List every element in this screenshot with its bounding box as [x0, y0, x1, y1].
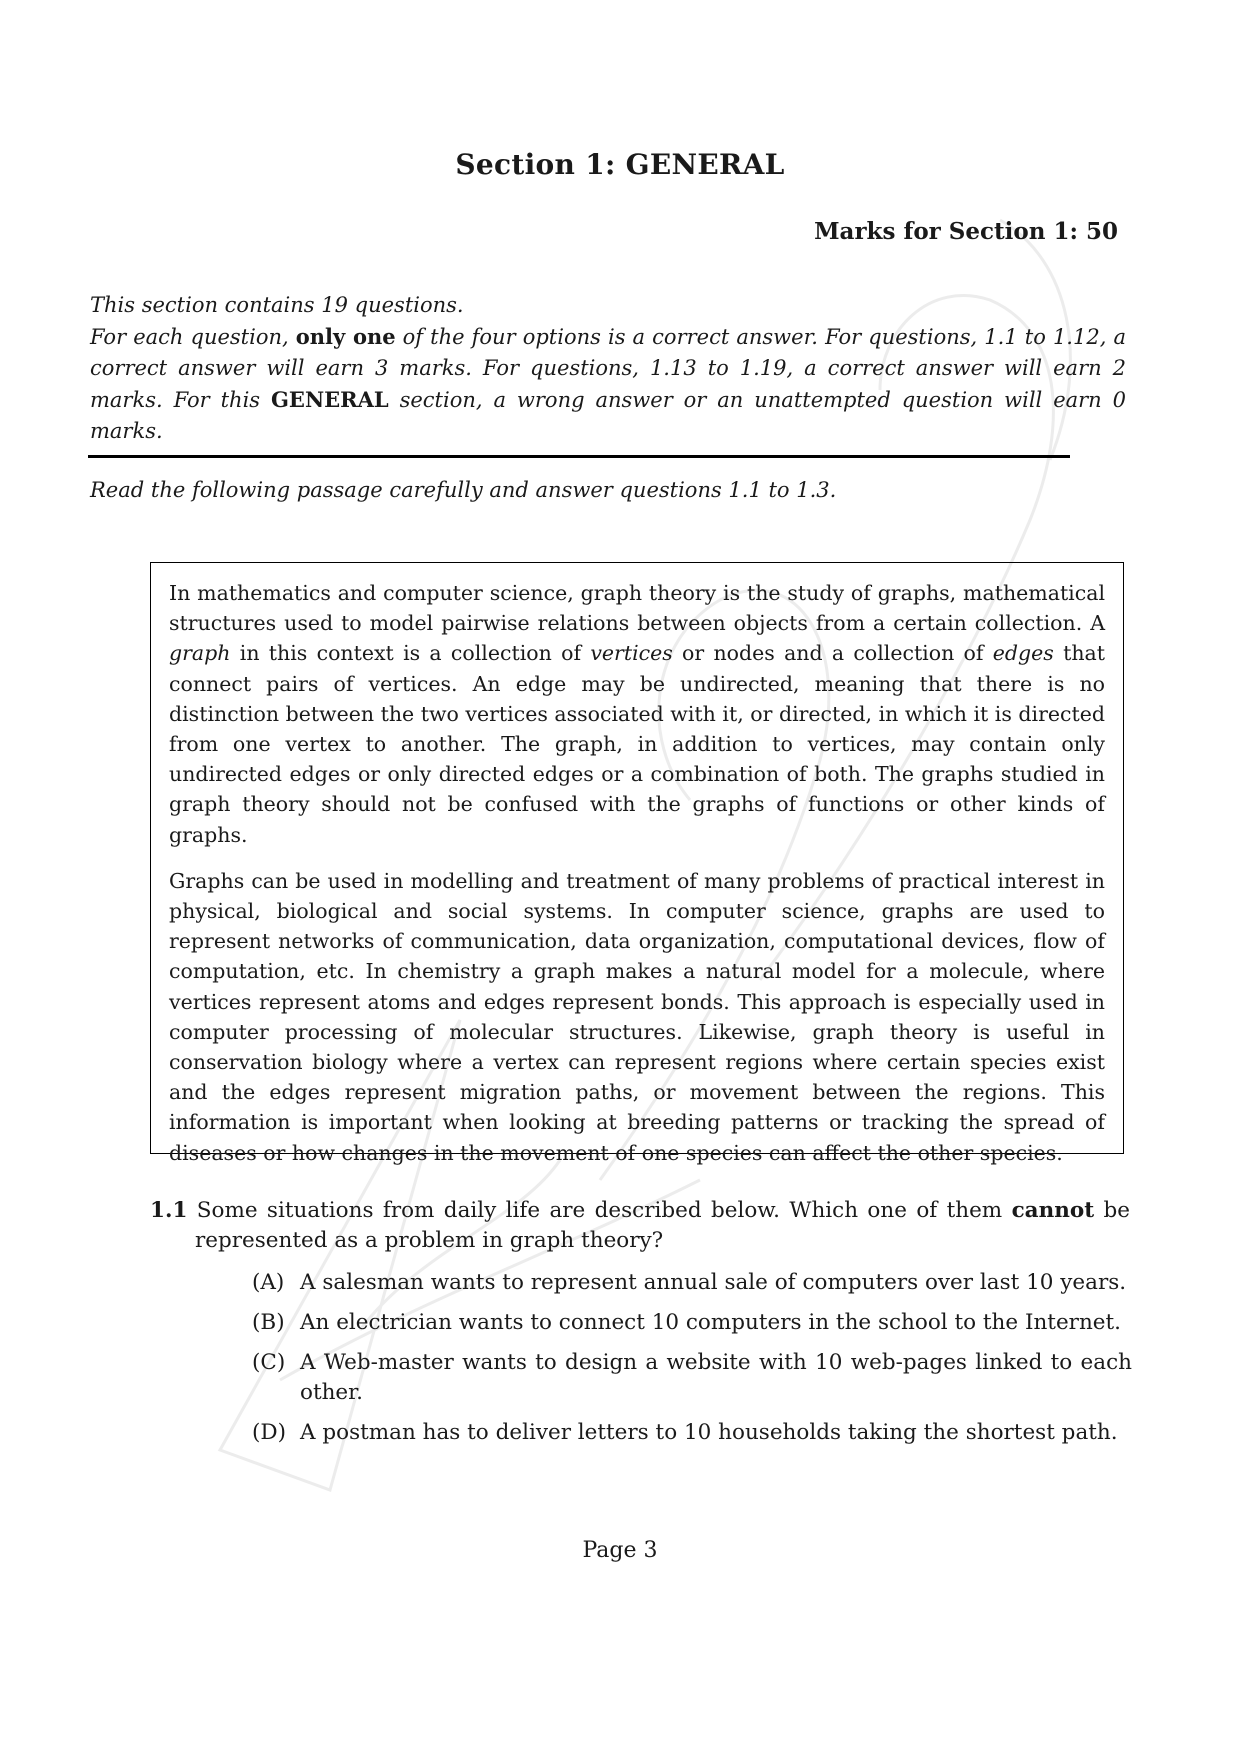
passage-text: In mathematics and computer science, graph theory is the study of graphs, mathematical structures used to model pairwise relations between objects from a certain collection. A [169, 581, 1105, 636]
passage-term: graph [169, 641, 231, 666]
question-emphasis: cannot [1011, 1198, 1095, 1223]
passage-text: that connect pairs of vertices. An edge may be undirected, meaning that there is no distinction between the two vertices associated with it, or directed, in which it is directed from one vertex to another. The graph, in addition to vertices, may contain only undirected edges or only directed edges or a combination of both. The graphs studied in graph theory should not be confused with the graphs of functions or other kinds of graphs. [169, 641, 1105, 847]
answer-options [252, 1268, 1132, 1458]
option-label: (C) [252, 1350, 286, 1375]
instruction-emphasis: only one [295, 324, 396, 349]
passage-text: in this context is a collection of [230, 641, 591, 666]
instruction-line: This section contains 19 questions. [90, 293, 464, 317]
option-label: (A) [252, 1270, 285, 1295]
question-text: be represented as a problem in graph theory? [195, 1198, 1130, 1253]
section-title: Section 1: GENERAL [455, 148, 785, 181]
passage-paragraph-2: Graphs can be used in modelling and treatment of many problems of practical interest in physical, biological and social systems. In computer science, graphs are used to represent networks of communication, data organization, computational devices, flow of computation, etc. In chemistry a graph makes a natural model for a molecule, where vertices represent atoms and edges represent bonds. This approach is especially used in computer processing of molecular structures. Likewise, graph theory is useful in conservation biology where a vertex can represent regions where certain species exist and the edges represent migration paths, or movement between the regions. This information is important when looking at breeding patterns or tracking the spread of diseases or how changes in the movement of one species can affect the other species. [169, 868, 1105, 1165]
page-number: Page 3 [582, 1538, 658, 1563]
passage-term: edges [992, 641, 1054, 666]
horizontal-divider [88, 455, 1070, 458]
option-text: A postman has to deliver letters to 10 households taking the shortest path. [300, 1420, 1118, 1445]
section-instructions [90, 290, 1126, 447]
option-text: An electrician wants to connect 10 computers in the school to the Internet. [300, 1310, 1121, 1335]
option-label: (D) [252, 1420, 287, 1445]
passage-instruction: Read the following passage carefully and answer questions 1.1 to 1.3. [90, 478, 837, 502]
question-1-1 [150, 1196, 1130, 1256]
instruction-emphasis: GENERAL [271, 387, 389, 412]
option-d [252, 1418, 1132, 1448]
question-stem [150, 1196, 1130, 1256]
option-c [252, 1348, 1132, 1408]
section-marks: Marks for Section 1: 50 [814, 218, 1118, 245]
option-b [252, 1308, 1132, 1338]
option-text: A Web-master wants to design a website with 10 web-pages linked to each other. [300, 1350, 1132, 1405]
passage-text: or nodes and a collection of [672, 641, 993, 666]
passage-term: vertices [590, 641, 673, 666]
question-number: 1.1 [150, 1198, 188, 1223]
passage-paragraph-1 [169, 578, 1105, 850]
instruction-text: of the four options is a correct answer. For questions, 1.1 to 1.12, a correct answer will earn 3 marks. For questions, 1.13 to 1.19, a correct answer will earn 2 marks. For this [90, 325, 1126, 412]
instruction-text: section, a wrong answer or an unattempted question will earn 0 marks. [90, 388, 1126, 443]
instruction-paragraph [90, 321, 1126, 447]
option-text: A salesman wants to represent annual sale of computers over last 10 years. [300, 1270, 1127, 1295]
option-label: (B) [252, 1310, 285, 1335]
option-a [252, 1268, 1132, 1298]
instruction-text: For each question, [90, 325, 296, 349]
question-text: Some situations from daily life are described below. Which one of them [187, 1198, 1012, 1223]
reading-passage-box [150, 562, 1124, 1165]
